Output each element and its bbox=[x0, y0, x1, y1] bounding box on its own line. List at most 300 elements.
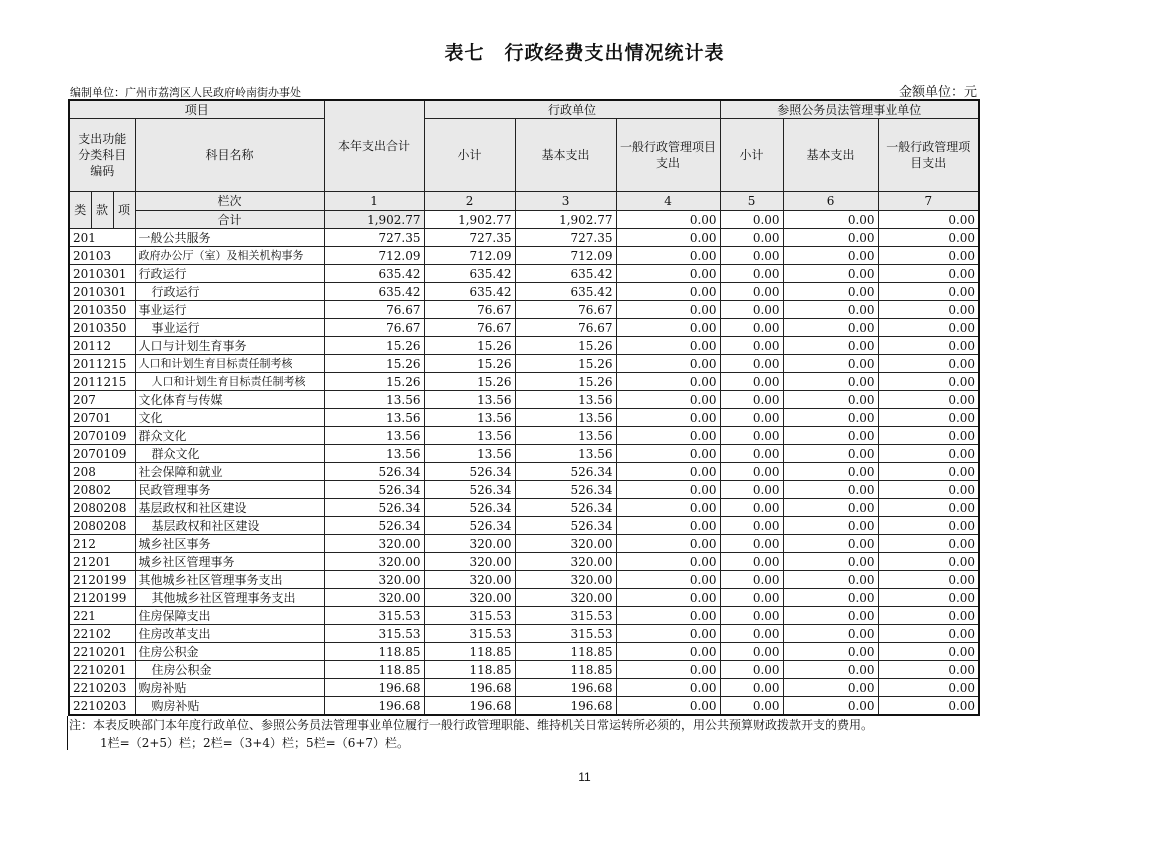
row-value: 526.34 bbox=[515, 517, 616, 535]
row-value: 635.42 bbox=[424, 283, 515, 301]
row-value: 0.00 bbox=[616, 481, 720, 499]
row-value: 0.00 bbox=[616, 589, 720, 607]
row-value: 0.00 bbox=[616, 643, 720, 661]
row-value: 0.00 bbox=[878, 499, 979, 517]
table-body bbox=[69, 229, 979, 716]
row-code: 2070109 bbox=[69, 445, 135, 463]
row-value: 0.00 bbox=[878, 319, 979, 337]
table-row bbox=[69, 319, 979, 337]
header-admin-basic: 基本支出 bbox=[515, 119, 616, 192]
row-value: 320.00 bbox=[324, 553, 424, 571]
row-code: 22102 bbox=[69, 625, 135, 643]
row-value: 13.56 bbox=[324, 427, 424, 445]
row-code: 208 bbox=[69, 463, 135, 481]
row-value: 0.00 bbox=[616, 499, 720, 517]
table-row bbox=[69, 697, 979, 716]
row-value: 526.34 bbox=[324, 517, 424, 535]
row-value: 712.09 bbox=[324, 247, 424, 265]
header-kuan: 款 bbox=[91, 192, 113, 229]
col-number: 4 bbox=[616, 192, 720, 211]
row-value: 0.00 bbox=[720, 463, 783, 481]
row-value: 0.00 bbox=[878, 679, 979, 697]
row-value: 0.00 bbox=[878, 697, 979, 716]
row-value: 0.00 bbox=[878, 589, 979, 607]
row-value: 13.56 bbox=[424, 391, 515, 409]
row-value: 0.00 bbox=[783, 697, 878, 716]
row-value: 0.00 bbox=[783, 427, 878, 445]
total-value: 0.00 bbox=[878, 211, 979, 229]
row-value: 0.00 bbox=[616, 265, 720, 283]
table-row bbox=[69, 481, 979, 499]
note-line-2: 1栏=（2+5）栏；2栏=（3+4）栏；5栏=（6+7）栏。 bbox=[100, 736, 410, 750]
row-value: 0.00 bbox=[720, 265, 783, 283]
row-value: 0.00 bbox=[783, 571, 878, 589]
row-value: 13.56 bbox=[515, 391, 616, 409]
table-row bbox=[69, 499, 979, 517]
header-admin-subtotal: 小计 bbox=[424, 119, 515, 192]
row-subject-name: 文化 bbox=[135, 409, 324, 427]
row-value: 13.56 bbox=[515, 409, 616, 427]
row-code: 2010350 bbox=[69, 319, 135, 337]
table-row bbox=[69, 535, 979, 553]
row-subject-name: 城乡社区事务 bbox=[135, 535, 324, 553]
row-value: 315.53 bbox=[424, 625, 515, 643]
row-subject-name: 住房公积金 bbox=[135, 661, 324, 679]
row-value: 196.68 bbox=[515, 697, 616, 716]
row-code: 207 bbox=[69, 391, 135, 409]
row-value: 0.00 bbox=[720, 247, 783, 265]
row-code: 212 bbox=[69, 535, 135, 553]
row-value: 0.00 bbox=[878, 409, 979, 427]
row-value: 635.42 bbox=[424, 265, 515, 283]
row-value: 526.34 bbox=[324, 463, 424, 481]
row-value: 0.00 bbox=[616, 283, 720, 301]
row-value: 0.00 bbox=[720, 229, 783, 247]
row-subject-name: 基层政权和社区建设 bbox=[135, 517, 324, 535]
row-subject-name: 住房公积金 bbox=[135, 643, 324, 661]
row-value: 526.34 bbox=[424, 499, 515, 517]
row-value: 0.00 bbox=[616, 427, 720, 445]
row-subject-name: 行政运行 bbox=[135, 265, 324, 283]
row-value: 0.00 bbox=[720, 607, 783, 625]
row-value: 196.68 bbox=[324, 697, 424, 716]
row-value: 0.00 bbox=[616, 355, 720, 373]
row-value: 0.00 bbox=[878, 265, 979, 283]
total-row bbox=[69, 211, 979, 229]
row-value: 0.00 bbox=[783, 355, 878, 373]
row-value: 635.42 bbox=[324, 265, 424, 283]
row-code: 2210203 bbox=[69, 697, 135, 716]
row-value: 0.00 bbox=[783, 517, 878, 535]
row-subject-name: 民政管理事务 bbox=[135, 481, 324, 499]
row-value: 0.00 bbox=[783, 535, 878, 553]
row-value: 15.26 bbox=[515, 337, 616, 355]
row-value: 320.00 bbox=[324, 571, 424, 589]
row-value: 315.53 bbox=[324, 625, 424, 643]
row-subject-name: 住房保障支出 bbox=[135, 607, 324, 625]
row-subject-name: 基层政权和社区建设 bbox=[135, 499, 324, 517]
row-value: 526.34 bbox=[424, 481, 515, 499]
row-code: 2010350 bbox=[69, 301, 135, 319]
row-value: 0.00 bbox=[616, 463, 720, 481]
row-value: 526.34 bbox=[324, 499, 424, 517]
header-item: 项目 bbox=[69, 100, 324, 119]
row-value: 118.85 bbox=[324, 661, 424, 679]
row-code: 2210203 bbox=[69, 679, 135, 697]
table-row bbox=[69, 247, 979, 265]
header-lei: 类 bbox=[69, 192, 91, 229]
row-subject-name: 一般公共服务 bbox=[135, 229, 324, 247]
row-value: 0.00 bbox=[878, 661, 979, 679]
row-value: 320.00 bbox=[515, 535, 616, 553]
row-value: 526.34 bbox=[424, 517, 515, 535]
table-row bbox=[69, 229, 979, 247]
total-value: 0.00 bbox=[616, 211, 720, 229]
row-value: 0.00 bbox=[616, 247, 720, 265]
row-value: 0.00 bbox=[720, 679, 783, 697]
table-row bbox=[69, 337, 979, 355]
header-admin-units: 行政单位 bbox=[424, 100, 720, 119]
compiling-unit: 编制单位：广州市荔湾区人民政府岭南街办事处 bbox=[70, 86, 301, 99]
note-bracket bbox=[67, 716, 68, 750]
row-value: 0.00 bbox=[878, 247, 979, 265]
row-code: 2210201 bbox=[69, 643, 135, 661]
row-value: 13.56 bbox=[424, 427, 515, 445]
header-admin-general: 一般行政管理项目支出 bbox=[616, 119, 720, 192]
row-value: 727.35 bbox=[515, 229, 616, 247]
row-value: 13.56 bbox=[515, 445, 616, 463]
row-subject-name: 其他城乡社区管理事务支出 bbox=[135, 571, 324, 589]
row-code: 20802 bbox=[69, 481, 135, 499]
row-subject-name: 事业运行 bbox=[135, 319, 324, 337]
row-value: 13.56 bbox=[324, 409, 424, 427]
row-value: 0.00 bbox=[783, 373, 878, 391]
row-value: 320.00 bbox=[515, 589, 616, 607]
row-subject-name: 政府办公厅（室）及相关机构事务 bbox=[135, 247, 324, 265]
row-value: 526.34 bbox=[515, 463, 616, 481]
row-value: 0.00 bbox=[783, 409, 878, 427]
table-row bbox=[69, 301, 979, 319]
row-value: 0.00 bbox=[720, 517, 783, 535]
row-value: 118.85 bbox=[424, 661, 515, 679]
row-value: 0.00 bbox=[783, 337, 878, 355]
row-value: 0.00 bbox=[720, 697, 783, 716]
row-value: 0.00 bbox=[616, 409, 720, 427]
amount-unit: 金额单位：元 bbox=[898, 85, 977, 100]
row-subject-name: 社会保障和就业 bbox=[135, 463, 324, 481]
total-label: 合计 bbox=[135, 211, 324, 229]
row-value: 526.34 bbox=[424, 463, 515, 481]
row-value: 0.00 bbox=[720, 445, 783, 463]
row-value: 0.00 bbox=[616, 391, 720, 409]
row-code: 20103 bbox=[69, 247, 135, 265]
row-value: 320.00 bbox=[515, 553, 616, 571]
row-value: 76.67 bbox=[424, 319, 515, 337]
row-value: 15.26 bbox=[515, 373, 616, 391]
col-number: 7 bbox=[878, 192, 979, 211]
header-xiang: 项 bbox=[113, 192, 135, 229]
row-subject-name: 人口和计划生育目标责任制考核 bbox=[135, 355, 324, 373]
row-value: 118.85 bbox=[424, 643, 515, 661]
row-value: 0.00 bbox=[616, 229, 720, 247]
row-value: 0.00 bbox=[783, 301, 878, 319]
row-value: 0.00 bbox=[720, 301, 783, 319]
row-value: 0.00 bbox=[783, 481, 878, 499]
row-subject-name: 群众文化 bbox=[135, 445, 324, 463]
header-column-row-label: 栏次 bbox=[135, 192, 324, 211]
row-value: 0.00 bbox=[878, 445, 979, 463]
row-subject-name: 文化体育与传媒 bbox=[135, 391, 324, 409]
table-row bbox=[69, 571, 979, 589]
row-value: 635.42 bbox=[515, 265, 616, 283]
row-subject-name: 住房改革支出 bbox=[135, 625, 324, 643]
table-row bbox=[69, 553, 979, 571]
row-value: 0.00 bbox=[720, 427, 783, 445]
table-row bbox=[69, 355, 979, 373]
row-value: 0.00 bbox=[720, 391, 783, 409]
table-row bbox=[69, 373, 979, 391]
row-value: 0.00 bbox=[783, 391, 878, 409]
row-value: 320.00 bbox=[424, 553, 515, 571]
row-value: 13.56 bbox=[324, 445, 424, 463]
row-value: 0.00 bbox=[616, 337, 720, 355]
col-number: 2 bbox=[424, 192, 515, 211]
row-value: 0.00 bbox=[783, 679, 878, 697]
row-value: 0.00 bbox=[878, 607, 979, 625]
page-number: 11 bbox=[578, 770, 591, 784]
row-value: 196.68 bbox=[324, 679, 424, 697]
table-row bbox=[69, 607, 979, 625]
row-value: 15.26 bbox=[324, 355, 424, 373]
row-value: 0.00 bbox=[720, 355, 783, 373]
row-value: 76.67 bbox=[324, 319, 424, 337]
row-value: 13.56 bbox=[424, 445, 515, 463]
total-value: 0.00 bbox=[783, 211, 878, 229]
header-func-code: 支出功能分类科目编码 bbox=[69, 119, 135, 192]
table-row bbox=[69, 517, 979, 535]
total-value: 0.00 bbox=[720, 211, 783, 229]
row-value: 15.26 bbox=[424, 337, 515, 355]
row-value: 315.53 bbox=[515, 625, 616, 643]
row-value: 13.56 bbox=[515, 427, 616, 445]
header-subject-name: 科目名称 bbox=[135, 119, 324, 192]
row-code: 2080208 bbox=[69, 517, 135, 535]
row-value: 0.00 bbox=[878, 391, 979, 409]
row-value: 0.00 bbox=[783, 463, 878, 481]
row-subject-name: 人口与计划生育事务 bbox=[135, 337, 324, 355]
row-code: 2011215 bbox=[69, 355, 135, 373]
row-value: 320.00 bbox=[324, 589, 424, 607]
col-number: 5 bbox=[720, 192, 783, 211]
total-value: 1,902.77 bbox=[515, 211, 616, 229]
row-value: 196.68 bbox=[515, 679, 616, 697]
row-value: 0.00 bbox=[878, 553, 979, 571]
header-ref-units: 参照公务员法管理事业单位 bbox=[720, 100, 979, 119]
row-subject-name: 事业运行 bbox=[135, 301, 324, 319]
row-value: 196.68 bbox=[424, 697, 515, 716]
row-subject-name: 其他城乡社区管理事务支出 bbox=[135, 589, 324, 607]
row-value: 320.00 bbox=[424, 535, 515, 553]
row-value: 0.00 bbox=[878, 337, 979, 355]
table-row bbox=[69, 589, 979, 607]
row-code: 2210201 bbox=[69, 661, 135, 679]
row-subject-name: 购房补贴 bbox=[135, 679, 324, 697]
row-value: 0.00 bbox=[720, 589, 783, 607]
row-value: 0.00 bbox=[720, 535, 783, 553]
total-value: 1,902.77 bbox=[424, 211, 515, 229]
row-value: 13.56 bbox=[424, 409, 515, 427]
table-row bbox=[69, 409, 979, 427]
row-subject-name: 人口和计划生育目标责任制考核 bbox=[135, 373, 324, 391]
row-code: 2120199 bbox=[69, 571, 135, 589]
row-value: 320.00 bbox=[424, 571, 515, 589]
table-row bbox=[69, 643, 979, 661]
row-code: 2011215 bbox=[69, 373, 135, 391]
row-value: 0.00 bbox=[720, 643, 783, 661]
row-value: 0.00 bbox=[720, 319, 783, 337]
table-row bbox=[69, 427, 979, 445]
row-value: 0.00 bbox=[783, 247, 878, 265]
col-number: 6 bbox=[783, 192, 878, 211]
row-value: 15.26 bbox=[324, 373, 424, 391]
table-row bbox=[69, 391, 979, 409]
row-value: 0.00 bbox=[616, 571, 720, 589]
row-value: 0.00 bbox=[720, 337, 783, 355]
row-value: 0.00 bbox=[878, 535, 979, 553]
note-line-1: 注：本表反映部门本年度行政单位、参照公务员法管理事业单位履行一般行政管理职能、维持机关日常运转所必须的，用公共预算财政拨款开支的费用。 bbox=[69, 718, 874, 732]
row-value: 13.56 bbox=[324, 391, 424, 409]
row-value: 0.00 bbox=[720, 283, 783, 301]
row-value: 0.00 bbox=[783, 283, 878, 301]
header-total: 本年支出合计 bbox=[324, 100, 424, 192]
row-value: 0.00 bbox=[720, 373, 783, 391]
row-subject-name: 行政运行 bbox=[135, 283, 324, 301]
row-value: 15.26 bbox=[424, 373, 515, 391]
row-value: 0.00 bbox=[616, 535, 720, 553]
row-value: 0.00 bbox=[720, 499, 783, 517]
row-value: 0.00 bbox=[878, 643, 979, 661]
row-value: 635.42 bbox=[515, 283, 616, 301]
row-value: 0.00 bbox=[878, 355, 979, 373]
table-row bbox=[69, 661, 979, 679]
row-value: 0.00 bbox=[616, 625, 720, 643]
row-value: 315.53 bbox=[324, 607, 424, 625]
row-value: 0.00 bbox=[878, 571, 979, 589]
row-value: 0.00 bbox=[783, 643, 878, 661]
table-row bbox=[69, 625, 979, 643]
row-value: 0.00 bbox=[783, 499, 878, 517]
row-subject-name: 群众文化 bbox=[135, 427, 324, 445]
row-value: 727.35 bbox=[424, 229, 515, 247]
row-value: 0.00 bbox=[616, 373, 720, 391]
row-value: 526.34 bbox=[324, 481, 424, 499]
row-value: 0.00 bbox=[616, 319, 720, 337]
row-value: 118.85 bbox=[515, 661, 616, 679]
row-value: 0.00 bbox=[878, 229, 979, 247]
row-value: 0.00 bbox=[878, 301, 979, 319]
header-ref-subtotal: 小计 bbox=[720, 119, 783, 192]
row-value: 0.00 bbox=[783, 607, 878, 625]
row-value: 526.34 bbox=[515, 481, 616, 499]
row-value: 0.00 bbox=[783, 661, 878, 679]
total-value: 1,902.77 bbox=[324, 211, 424, 229]
row-value: 0.00 bbox=[783, 319, 878, 337]
row-value: 0.00 bbox=[616, 697, 720, 716]
row-code: 2070109 bbox=[69, 427, 135, 445]
row-value: 0.00 bbox=[783, 625, 878, 643]
table-row bbox=[69, 445, 979, 463]
row-code: 20701 bbox=[69, 409, 135, 427]
row-subject-name: 购房补贴 bbox=[135, 697, 324, 716]
row-value: 0.00 bbox=[616, 445, 720, 463]
row-value: 712.09 bbox=[515, 247, 616, 265]
header-ref-general: 一般行政管理项目支出 bbox=[878, 119, 979, 192]
row-value: 0.00 bbox=[783, 265, 878, 283]
row-value: 0.00 bbox=[878, 517, 979, 535]
row-value: 76.67 bbox=[515, 319, 616, 337]
row-value: 0.00 bbox=[783, 229, 878, 247]
expenditure-table bbox=[68, 99, 980, 716]
row-value: 315.53 bbox=[424, 607, 515, 625]
row-value: 0.00 bbox=[878, 283, 979, 301]
row-value: 0.00 bbox=[783, 445, 878, 463]
page-title: 表七 行政经费支出情况统计表 bbox=[444, 42, 725, 64]
row-code: 2120199 bbox=[69, 589, 135, 607]
row-code: 20112 bbox=[69, 337, 135, 355]
row-value: 0.00 bbox=[720, 661, 783, 679]
row-value: 320.00 bbox=[324, 535, 424, 553]
row-subject-name: 城乡社区管理事务 bbox=[135, 553, 324, 571]
table-row bbox=[69, 463, 979, 481]
row-value: 526.34 bbox=[515, 499, 616, 517]
row-value: 118.85 bbox=[324, 643, 424, 661]
row-value: 76.67 bbox=[424, 301, 515, 319]
table-row bbox=[69, 283, 979, 301]
row-value: 0.00 bbox=[616, 661, 720, 679]
row-value: 0.00 bbox=[720, 481, 783, 499]
row-value: 0.00 bbox=[720, 553, 783, 571]
table-row bbox=[69, 265, 979, 283]
row-value: 0.00 bbox=[878, 427, 979, 445]
row-value: 0.00 bbox=[616, 679, 720, 697]
row-value: 196.68 bbox=[424, 679, 515, 697]
col-number: 1 bbox=[324, 192, 424, 211]
row-code: 201 bbox=[69, 229, 135, 247]
row-value: 76.67 bbox=[515, 301, 616, 319]
row-value: 0.00 bbox=[720, 571, 783, 589]
row-value: 320.00 bbox=[424, 589, 515, 607]
row-value: 15.26 bbox=[424, 355, 515, 373]
row-value: 727.35 bbox=[324, 229, 424, 247]
row-code: 2080208 bbox=[69, 499, 135, 517]
row-value: 118.85 bbox=[515, 643, 616, 661]
row-code: 2010301 bbox=[69, 283, 135, 301]
row-value: 0.00 bbox=[720, 625, 783, 643]
row-value: 0.00 bbox=[878, 481, 979, 499]
row-code: 221 bbox=[69, 607, 135, 625]
row-value: 0.00 bbox=[878, 625, 979, 643]
row-value: 712.09 bbox=[424, 247, 515, 265]
row-value: 15.26 bbox=[324, 337, 424, 355]
header-ref-basic: 基本支出 bbox=[783, 119, 878, 192]
row-value: 320.00 bbox=[515, 571, 616, 589]
row-value: 0.00 bbox=[783, 553, 878, 571]
row-value: 0.00 bbox=[783, 589, 878, 607]
row-value: 0.00 bbox=[720, 409, 783, 427]
row-value: 15.26 bbox=[515, 355, 616, 373]
row-value: 635.42 bbox=[324, 283, 424, 301]
row-value: 315.53 bbox=[515, 607, 616, 625]
